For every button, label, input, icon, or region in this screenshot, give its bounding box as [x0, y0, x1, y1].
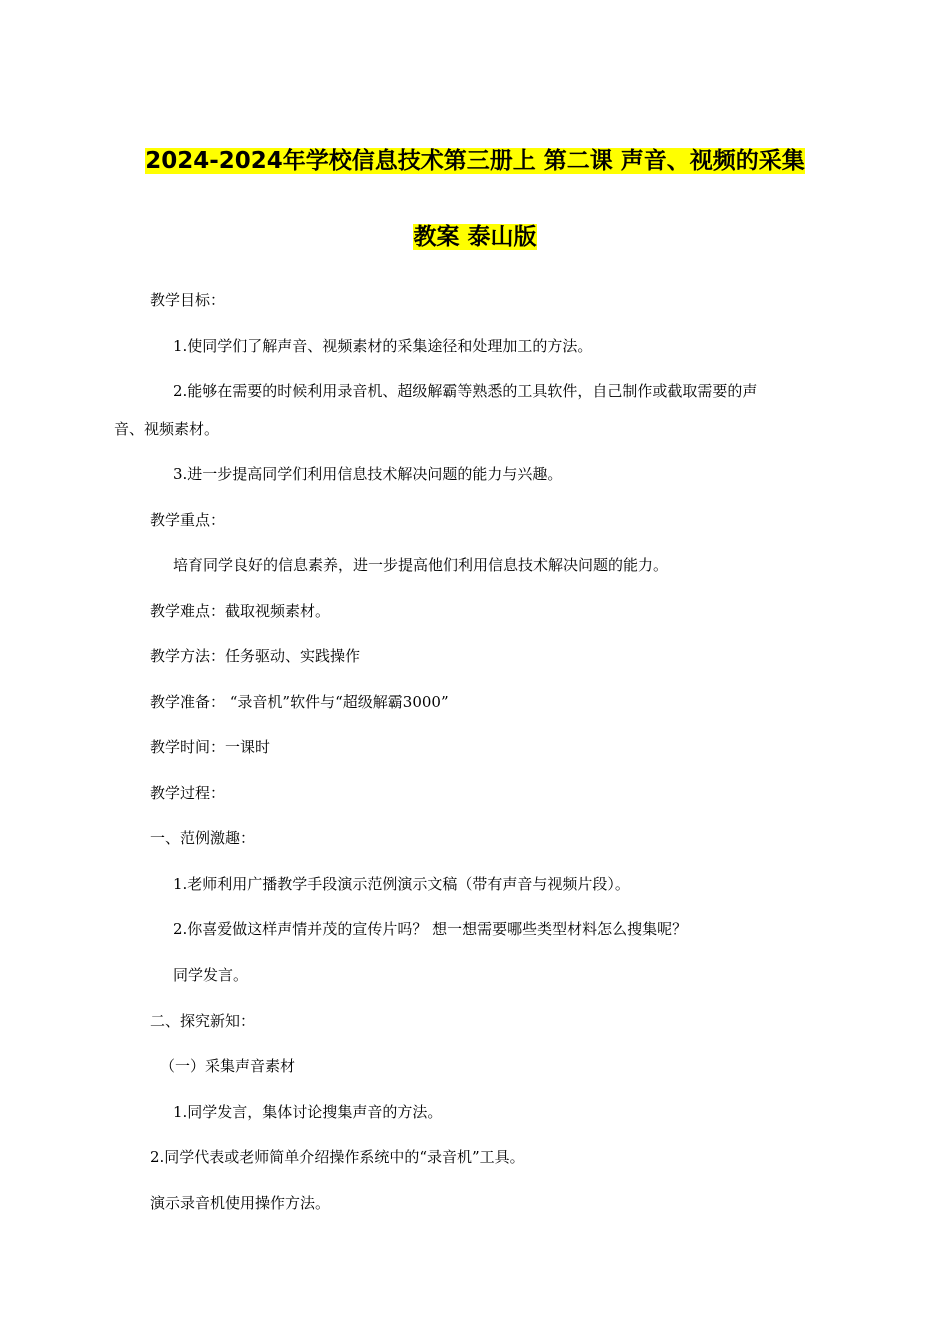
goal-item-1: 1.使同学们了解声音、视频素材的采集途径和处理加工的方法。: [173, 337, 593, 355]
subsection-1-heading: （一）采集声音素材: [160, 1057, 296, 1075]
document-title-line-2: 教案 泰山版: [413, 224, 537, 250]
method-line: 教学方法：任务驱动、实践操作: [150, 647, 361, 665]
goal-item-2: 2.能够在需要的时候利用录音机、超级解霸等熟悉的工具软件，自己制作或截取需要的声: [173, 382, 758, 400]
section-1-item-2: 2.你喜爱做这样声情并茂的宣传片吗？ 想一想需要哪些类型材料怎么搜集呢？: [173, 920, 688, 938]
process-heading: 教学过程：: [150, 784, 226, 802]
section-1-heading: 一、范例激趣：: [150, 829, 256, 847]
time-line: 教学时间：一课时: [150, 738, 271, 756]
difficulty-line: 教学难点：截取视频素材。: [150, 602, 331, 620]
subsection-1-item-1: 1.同学发言，集体讨论搜集声音的方法。: [173, 1103, 443, 1121]
subsection-1-item-3: 演示录音机使用操作方法。: [150, 1194, 331, 1212]
goal-item-3: 3.进一步提高同学们利用信息技术解决问题的能力与兴趣。: [173, 465, 563, 483]
subsection-1-item-2: 2.同学代表或老师简单介绍操作系统中的“录音机”工具。: [150, 1148, 525, 1166]
preparation-line: 教学准备： “录音机”软件与“超级解霸3000”: [150, 693, 449, 711]
section-2-heading: 二、探究新知：: [150, 1012, 256, 1030]
section-1-item-1: 1.老师利用广播教学手段演示范例演示文稿（带有声音与视频片段）。: [173, 875, 630, 893]
key-points-heading: 教学重点：: [150, 511, 226, 529]
goals-heading: 教学目标：: [150, 291, 226, 309]
key-points-text: 培育同学良好的信息素养，进一步提高他们利用信息技术解决问题的能力。: [173, 556, 669, 574]
goal-item-2-continued: 音、视频素材。: [114, 420, 220, 438]
section-1-item-3: 同学发言。: [173, 966, 249, 984]
document-title-line-1: 2024-2024年学校信息技术第三册上 第二课 声音、视频的采集: [145, 148, 805, 174]
